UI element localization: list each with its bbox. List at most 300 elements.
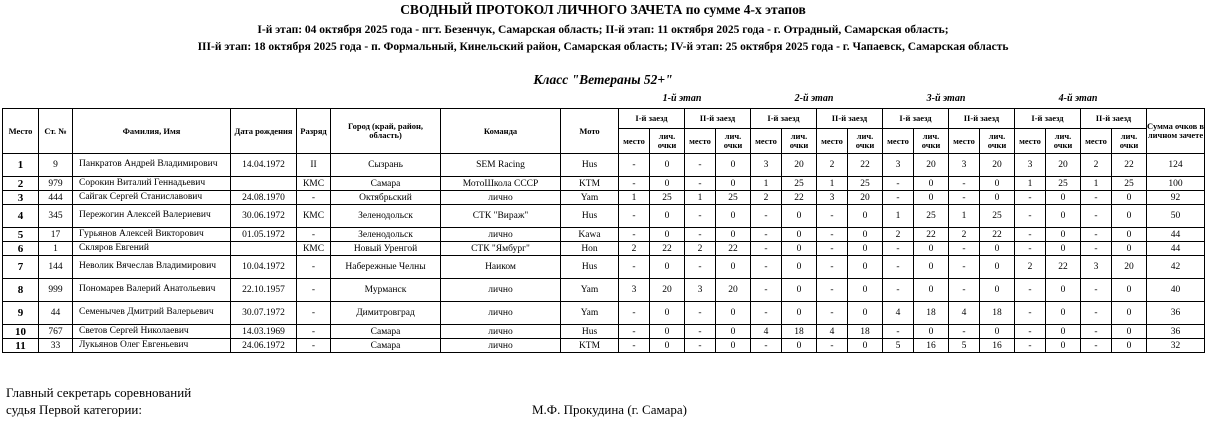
cell-team: лично — [441, 302, 561, 325]
cell-heat-points: 0 — [782, 205, 817, 228]
cell-heat-points: 20 — [980, 154, 1015, 177]
cell-heat-place: - — [817, 256, 848, 279]
cell-heat-place: 1 — [817, 177, 848, 191]
cell-heat-points: 22 — [650, 242, 685, 256]
cell-name: Неволик Вячеслав Владимирович — [73, 256, 231, 279]
cell-heat-place: - — [817, 279, 848, 302]
cell-heat-points: 0 — [716, 154, 751, 177]
cell-heat-place: - — [1081, 302, 1112, 325]
cell-heat-place: - — [883, 191, 914, 205]
cell-heat-place: - — [685, 256, 716, 279]
table-row — [3, 279, 1205, 302]
footer-judge-category: судья Первой категории: — [6, 402, 143, 417]
cell-heat-place: - — [949, 242, 980, 256]
cell-total: 36 — [1147, 302, 1205, 325]
cell-heat-place: - — [685, 325, 716, 339]
cell-heat-points: 22 — [914, 228, 949, 242]
cell-heat-points: 22 — [848, 154, 883, 177]
cell-heat-place: - — [1015, 205, 1046, 228]
cell-heat-place: 3 — [751, 154, 782, 177]
cell-heat-points: 0 — [716, 177, 751, 191]
cell-birth — [231, 177, 297, 191]
cell-heat-points: 0 — [650, 302, 685, 325]
table-row — [3, 339, 1205, 353]
cell-heat-place: 3 — [1081, 256, 1112, 279]
cell-place: 4 — [3, 205, 39, 228]
cell-team: лично — [441, 228, 561, 242]
cell-heat-points: 20 — [1112, 256, 1147, 279]
cell-name: Гурьянов Алексей Викторович — [73, 228, 231, 242]
cell-heat-place: - — [817, 302, 848, 325]
cell-heat-points: 0 — [980, 242, 1015, 256]
cell-heat-place: 4 — [751, 325, 782, 339]
cell-birth — [231, 242, 297, 256]
subheader-place: место — [1081, 129, 1112, 154]
cell-heat-place: - — [619, 339, 650, 353]
cell-moto: Yam — [561, 279, 619, 302]
cell-heat-place: - — [817, 339, 848, 353]
cell-birth: 22.10.1957 — [231, 279, 297, 302]
cell-moto: Hus — [561, 154, 619, 177]
cell-heat-points: 25 — [914, 205, 949, 228]
subheader-place: место — [685, 129, 716, 154]
cell-moto: Hus — [561, 256, 619, 279]
table-row — [3, 242, 1205, 256]
cell-heat-place: - — [1081, 339, 1112, 353]
cell-heat-points: 0 — [914, 191, 949, 205]
header-place: Место — [3, 109, 39, 154]
cell-heat-place: - — [1081, 325, 1112, 339]
cell-heat-place: - — [1015, 242, 1046, 256]
subheader-place: место — [817, 129, 848, 154]
cell-heat-place: - — [619, 205, 650, 228]
cell-heat-place: 2 — [817, 154, 848, 177]
cell-heat-place: - — [751, 279, 782, 302]
cell-name: Скляров Евгений — [73, 242, 231, 256]
cell-heat-points: 0 — [980, 279, 1015, 302]
cell-moto: Yam — [561, 191, 619, 205]
cell-heat-points: 0 — [650, 228, 685, 242]
cell-heat-points: 0 — [782, 242, 817, 256]
cell-heat-points: 0 — [782, 302, 817, 325]
cell-heat-place: - — [619, 177, 650, 191]
cell-heat-place: - — [949, 256, 980, 279]
cell-heat-place: 3 — [685, 279, 716, 302]
cell-heat-points: 0 — [1112, 339, 1147, 353]
results-table — [2, 108, 1205, 353]
cell-heat-place: - — [751, 205, 782, 228]
cell-heat-place: - — [949, 191, 980, 205]
cell-team: СТК "Вираж" — [441, 205, 561, 228]
cell-heat-place: 4 — [883, 302, 914, 325]
cell-heat-points: 0 — [1046, 242, 1081, 256]
cell-start-no: 767 — [39, 325, 73, 339]
cell-total: 92 — [1147, 191, 1205, 205]
cell-rank: - — [297, 228, 331, 242]
header-rank: Разряд — [297, 109, 331, 154]
cell-team: лично — [441, 191, 561, 205]
cell-heat-place: - — [817, 242, 848, 256]
cell-birth: 01.05.1972 — [231, 228, 297, 242]
cell-heat-points: 0 — [650, 177, 685, 191]
cell-heat-points: 0 — [716, 302, 751, 325]
cell-place: 6 — [3, 242, 39, 256]
cell-rank: КМС — [297, 205, 331, 228]
cell-heat-points: 0 — [1112, 242, 1147, 256]
cell-rank: - — [297, 279, 331, 302]
cell-name: Семенычев Дмитрий Валерьевич — [73, 302, 231, 325]
cell-place: 7 — [3, 256, 39, 279]
cell-heat-points: 0 — [782, 256, 817, 279]
subheader-points: лич. очки — [980, 129, 1015, 154]
table-row — [3, 154, 1205, 177]
cell-rank: - — [297, 256, 331, 279]
cell-team: лично — [441, 279, 561, 302]
cell-start-no: 999 — [39, 279, 73, 302]
cell-heat-points: 20 — [914, 154, 949, 177]
cell-heat-place: - — [1081, 191, 1112, 205]
cell-heat-points: 18 — [980, 302, 1015, 325]
cell-heat-place: 2 — [751, 191, 782, 205]
subheader-points: лич. очки — [914, 129, 949, 154]
cell-city: Самара — [331, 339, 441, 353]
cell-heat-points: 0 — [980, 191, 1015, 205]
cell-heat-points: 22 — [980, 228, 1015, 242]
subheader-place: место — [949, 129, 980, 154]
subheader-place: место — [619, 129, 650, 154]
header-team: Команда — [441, 109, 561, 154]
cell-total: 32 — [1147, 339, 1205, 353]
subheader-points: лич. очки — [848, 129, 883, 154]
cell-heat-place: - — [1015, 339, 1046, 353]
cell-heat-points: 0 — [782, 339, 817, 353]
cell-heat-points: 0 — [848, 228, 883, 242]
cell-heat-place: - — [1081, 228, 1112, 242]
cell-heat-place: 1 — [1015, 177, 1046, 191]
subheader-points: лич. очки — [782, 129, 817, 154]
cell-team: лично — [441, 325, 561, 339]
cell-total: 50 — [1147, 205, 1205, 228]
header-moto: Мото — [561, 109, 619, 154]
cell-heat-points: 0 — [1046, 191, 1081, 205]
subheader-place: место — [751, 129, 782, 154]
cell-start-no: 979 — [39, 177, 73, 191]
cell-heat-place: - — [1015, 325, 1046, 339]
cell-heat-points: 0 — [650, 339, 685, 353]
header-stage2-heat1: I-й заезд — [751, 109, 817, 129]
cell-place: 8 — [3, 279, 39, 302]
cell-heat-points: 22 — [1112, 154, 1147, 177]
header-stage1-heat1: I-й заезд — [619, 109, 685, 129]
header-stage2-heat2: II-й заезд — [817, 109, 883, 129]
cell-heat-place: 3 — [619, 279, 650, 302]
cell-city: Самара — [331, 177, 441, 191]
cell-heat-place: - — [883, 177, 914, 191]
cell-birth: 30.06.1972 — [231, 205, 297, 228]
cell-birth: 14.04.1972 — [231, 154, 297, 177]
cell-heat-points: 20 — [782, 154, 817, 177]
cell-heat-points: 0 — [1112, 228, 1147, 242]
cell-rank: - — [297, 191, 331, 205]
cell-place: 11 — [3, 339, 39, 353]
header-stage1-heat2: II-й заезд — [685, 109, 751, 129]
cell-heat-points: 0 — [848, 339, 883, 353]
table-row — [3, 302, 1205, 325]
cell-place: 1 — [3, 154, 39, 177]
cell-heat-place: 1 — [685, 191, 716, 205]
cell-place: 9 — [3, 302, 39, 325]
cell-name: Пережогин Алексей Валериевич — [73, 205, 231, 228]
cell-heat-place: - — [883, 242, 914, 256]
header-start-no: Ст. № — [39, 109, 73, 154]
cell-heat-points: 0 — [914, 242, 949, 256]
cell-total: 44 — [1147, 242, 1205, 256]
cell-total: 40 — [1147, 279, 1205, 302]
cell-team: МотоШкола СССР — [441, 177, 561, 191]
cell-heat-place: 4 — [817, 325, 848, 339]
cell-heat-place: - — [751, 302, 782, 325]
cell-heat-place: - — [619, 302, 650, 325]
cell-heat-points: 0 — [848, 279, 883, 302]
cell-moto: Hon — [561, 242, 619, 256]
cell-heat-points: 25 — [1112, 177, 1147, 191]
cell-heat-points: 18 — [848, 325, 883, 339]
cell-heat-place: - — [949, 177, 980, 191]
subheader-place: место — [1015, 129, 1046, 154]
cell-heat-points: 0 — [914, 256, 949, 279]
table-row — [3, 205, 1205, 228]
cell-moto: Kawa — [561, 228, 619, 242]
cell-heat-points: 0 — [650, 154, 685, 177]
cell-heat-points: 0 — [650, 256, 685, 279]
cell-city: Мурманск — [331, 279, 441, 302]
cell-heat-place: - — [619, 256, 650, 279]
table-row — [3, 228, 1205, 242]
cell-heat-points: 25 — [716, 191, 751, 205]
subheader-place: место — [883, 129, 914, 154]
header-stage4-heat2: II-й заезд — [1081, 109, 1147, 129]
cell-heat-place: - — [1015, 191, 1046, 205]
cell-heat-points: 16 — [914, 339, 949, 353]
cell-city: Набережные Челны — [331, 256, 441, 279]
cell-birth: 24.06.1972 — [231, 339, 297, 353]
cell-heat-points: 0 — [1046, 325, 1081, 339]
cell-heat-points: 22 — [1046, 256, 1081, 279]
cell-place: 10 — [3, 325, 39, 339]
cell-heat-place: - — [1015, 279, 1046, 302]
header-name: Фамилия, Имя — [73, 109, 231, 154]
cell-heat-points: 0 — [782, 279, 817, 302]
cell-start-no: 144 — [39, 256, 73, 279]
cell-heat-place: - — [1015, 302, 1046, 325]
cell-birth: 30.07.1972 — [231, 302, 297, 325]
cell-city: Самара — [331, 325, 441, 339]
cell-birth: 24.08.1970 — [231, 191, 297, 205]
cell-heat-points: 25 — [650, 191, 685, 205]
cell-heat-place: - — [1081, 279, 1112, 302]
cell-moto: KTM — [561, 339, 619, 353]
cell-heat-place: 3 — [883, 154, 914, 177]
cell-heat-place: 2 — [1081, 154, 1112, 177]
cell-heat-points: 0 — [1112, 325, 1147, 339]
cell-heat-points: 18 — [914, 302, 949, 325]
subheader-points: лич. очки — [716, 129, 751, 154]
cell-heat-points: 0 — [650, 205, 685, 228]
cell-moto: Yam — [561, 302, 619, 325]
cell-heat-points: 0 — [1112, 279, 1147, 302]
subheader-points: лич. очки — [1046, 129, 1081, 154]
cell-name: Лукьянов Олег Евгеньевич — [73, 339, 231, 353]
cell-start-no: 444 — [39, 191, 73, 205]
cell-place: 3 — [3, 191, 39, 205]
cell-heat-points: 16 — [980, 339, 1015, 353]
cell-moto: KTM — [561, 177, 619, 191]
cell-heat-place: - — [619, 228, 650, 242]
cell-city: Новый Уренгой — [331, 242, 441, 256]
cell-heat-place: - — [685, 228, 716, 242]
class-title: Класс "Ветераны 52+" — [533, 72, 673, 87]
cell-heat-points: 0 — [848, 205, 883, 228]
table-row — [3, 191, 1205, 205]
cell-moto: Hus — [561, 325, 619, 339]
cell-name: Светов Сергей Николаевич — [73, 325, 231, 339]
cell-heat-place: - — [1081, 205, 1112, 228]
cell-name: Сорокин Виталий Геннадьевич — [73, 177, 231, 191]
cell-heat-place: 5 — [949, 339, 980, 353]
cell-heat-points: 22 — [782, 191, 817, 205]
header-stage3-heat1: I-й заезд — [883, 109, 949, 129]
table-row — [3, 325, 1205, 339]
footer-secretary-title: Главный секретарь соревнований — [6, 385, 192, 400]
cell-heat-place: - — [751, 242, 782, 256]
stage-label-3: 3-й этап — [926, 93, 966, 104]
cell-heat-points: 0 — [650, 325, 685, 339]
cell-name: Сайгак Сергей Станиславович — [73, 191, 231, 205]
cell-total: 42 — [1147, 256, 1205, 279]
table-row — [3, 256, 1205, 279]
header-birth: Дата рождения — [231, 109, 297, 154]
cell-heat-points: 0 — [782, 228, 817, 242]
cell-birth: 14.03.1969 — [231, 325, 297, 339]
cell-name: Пономарев Валерий Анатольевич — [73, 279, 231, 302]
cell-heat-place: - — [685, 302, 716, 325]
cell-heat-place: 3 — [949, 154, 980, 177]
cell-place: 2 — [3, 177, 39, 191]
cell-heat-place: - — [685, 339, 716, 353]
cell-heat-points: 20 — [848, 191, 883, 205]
cell-heat-place: 1 — [883, 205, 914, 228]
cell-heat-place: 1 — [1081, 177, 1112, 191]
cell-heat-place: - — [817, 228, 848, 242]
cell-heat-points: 0 — [1112, 302, 1147, 325]
cell-heat-points: 0 — [1112, 191, 1147, 205]
cell-heat-place: 1 — [619, 191, 650, 205]
cell-city: Димитровград — [331, 302, 441, 325]
stages-info-line-2: III-й этап: 18 октября 2025 года - п. Формальный, Кинельский район, Самарская область; IV-й этап: 25 октября 2025 года - г. Чапаевск, Самарская область — [197, 41, 1009, 53]
header-stage4-heat1: I-й заезд — [1015, 109, 1081, 129]
cell-moto: Hus — [561, 205, 619, 228]
cell-heat-points: 0 — [1046, 205, 1081, 228]
cell-heat-points: 0 — [914, 279, 949, 302]
cell-team: Наиком — [441, 256, 561, 279]
cell-heat-points: 0 — [1046, 339, 1081, 353]
cell-total: 36 — [1147, 325, 1205, 339]
cell-heat-points: 0 — [716, 205, 751, 228]
cell-heat-place: - — [751, 228, 782, 242]
cell-start-no: 33 — [39, 339, 73, 353]
table-row — [3, 177, 1205, 191]
cell-heat-place: - — [883, 279, 914, 302]
cell-heat-place: - — [685, 177, 716, 191]
cell-city: Сызрань — [331, 154, 441, 177]
cell-heat-place: 5 — [883, 339, 914, 353]
cell-heat-place: 3 — [1015, 154, 1046, 177]
cell-heat-points: 0 — [848, 256, 883, 279]
cell-heat-points: 0 — [1046, 279, 1081, 302]
stages-info-line-1: I-й этап: 04 октября 2025 года - пгт. Безенчук, Самарская область; II-й этап: 11 октября 2025 года - г. Отрадный, Самарская область; — [257, 24, 949, 36]
cell-heat-place: - — [685, 205, 716, 228]
cell-total: 124 — [1147, 154, 1205, 177]
cell-rank: - — [297, 302, 331, 325]
cell-heat-points: 25 — [848, 177, 883, 191]
cell-heat-place: - — [883, 325, 914, 339]
cell-heat-place: 1 — [949, 205, 980, 228]
cell-birth: 10.04.1972 — [231, 256, 297, 279]
cell-heat-points: 0 — [716, 325, 751, 339]
cell-team: лично — [441, 339, 561, 353]
cell-heat-points: 22 — [716, 242, 751, 256]
cell-heat-points: 25 — [1046, 177, 1081, 191]
header-stage3-heat2: II-й заезд — [949, 109, 1015, 129]
cell-heat-place: 2 — [883, 228, 914, 242]
cell-name: Панкратов Андрей Владимирович — [73, 154, 231, 177]
cell-heat-points: 0 — [1112, 205, 1147, 228]
cell-start-no: 17 — [39, 228, 73, 242]
cell-heat-place: - — [949, 325, 980, 339]
cell-city: Зеленодольск — [331, 228, 441, 242]
cell-start-no: 9 — [39, 154, 73, 177]
cell-heat-place: 2 — [619, 242, 650, 256]
cell-rank: - — [297, 339, 331, 353]
stage-label-1: 1-й этап — [662, 93, 702, 104]
cell-rank: - — [297, 325, 331, 339]
cell-heat-points: 25 — [980, 205, 1015, 228]
header-city: Город (край, район, область) — [331, 109, 441, 154]
cell-heat-place: 3 — [817, 191, 848, 205]
subheader-points: лич. очки — [1112, 129, 1147, 154]
cell-start-no: 1 — [39, 242, 73, 256]
cell-heat-points: 0 — [716, 228, 751, 242]
cell-heat-place: 2 — [1015, 256, 1046, 279]
cell-rank: II — [297, 154, 331, 177]
cell-heat-points: 0 — [1046, 302, 1081, 325]
cell-heat-place: - — [1081, 242, 1112, 256]
cell-heat-place: - — [619, 325, 650, 339]
cell-team: СТК "Ямбург" — [441, 242, 561, 256]
cell-heat-place: 2 — [949, 228, 980, 242]
cell-heat-place: - — [949, 279, 980, 302]
cell-heat-points: 20 — [1046, 154, 1081, 177]
cell-heat-points: 0 — [716, 256, 751, 279]
footer-signature-name: М.Ф. Прокудина (г. Самара) — [532, 402, 687, 417]
cell-heat-points: 0 — [1046, 228, 1081, 242]
cell-total: 100 — [1147, 177, 1205, 191]
cell-total: 44 — [1147, 228, 1205, 242]
protocol-title: СВОДНЫЙ ПРОТОКОЛ ЛИЧНОГО ЗАЧЕТА по сумме 4-х этапов — [400, 2, 806, 17]
header-total: Сумма очков в личном зачете — [1147, 109, 1205, 154]
cell-place: 5 — [3, 228, 39, 242]
cell-heat-points: 0 — [980, 256, 1015, 279]
